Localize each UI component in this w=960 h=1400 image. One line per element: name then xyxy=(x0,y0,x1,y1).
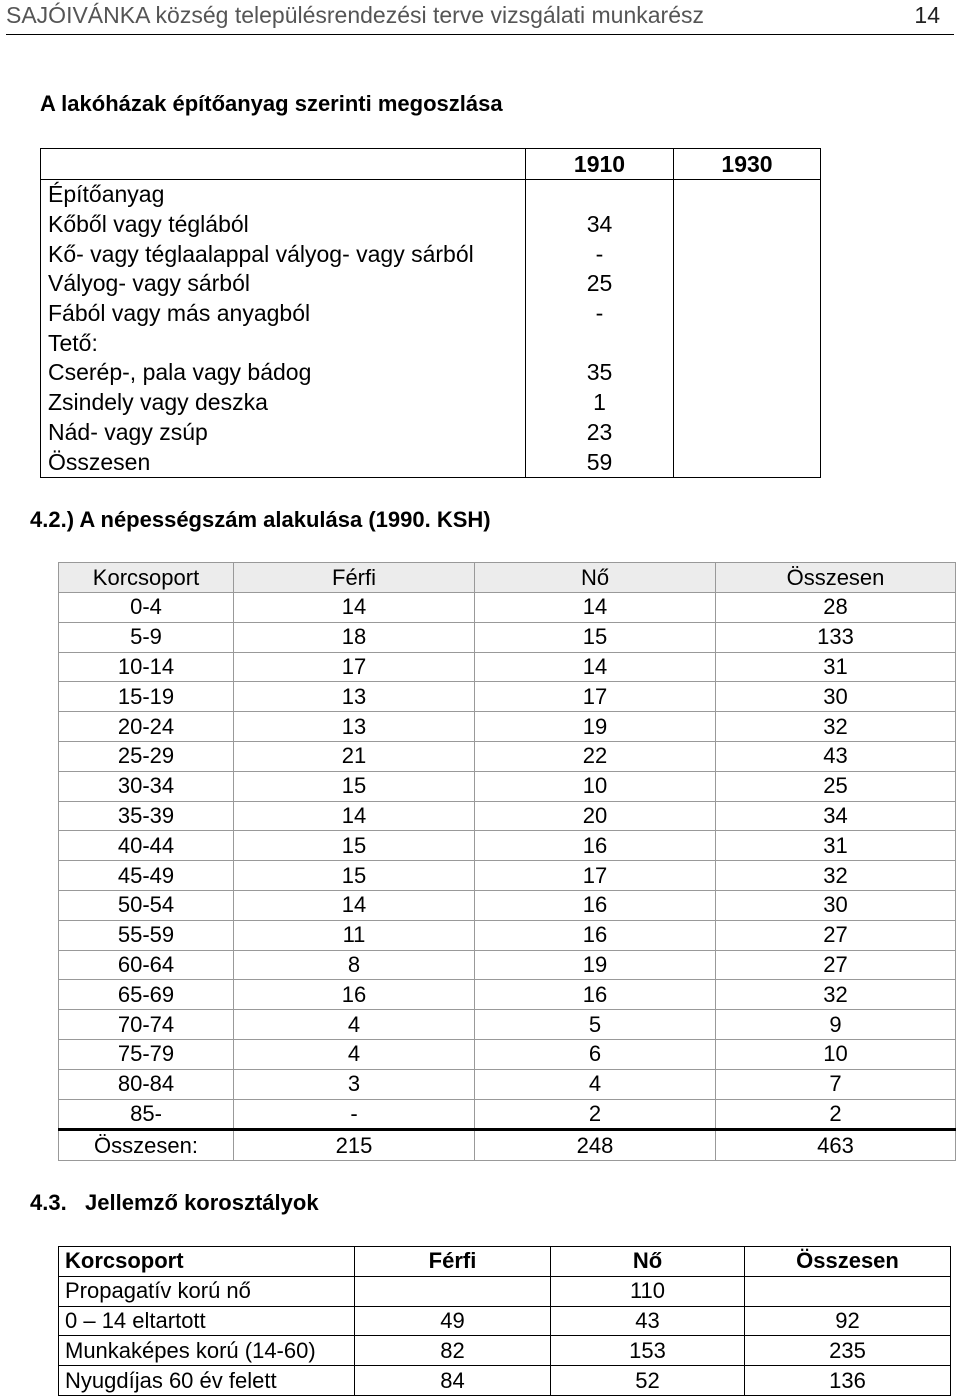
cell-female: 22 xyxy=(475,741,716,771)
cell-male: 18 xyxy=(234,622,475,652)
cell-age: 45-49 xyxy=(59,861,234,891)
cell-female: 20 xyxy=(475,801,716,831)
cell-1910: 34 xyxy=(526,210,674,240)
cell-total: 34 xyxy=(716,801,956,831)
cell-total: 25 xyxy=(716,771,956,801)
age-groups-table xyxy=(58,1246,951,1396)
cell-total: 7 xyxy=(716,1069,956,1099)
cell-male: 84 xyxy=(355,1366,551,1396)
table-row xyxy=(59,622,956,652)
cell-male: 14 xyxy=(234,593,475,623)
cell-female: 19 xyxy=(475,712,716,742)
cell-total: 92 xyxy=(745,1306,951,1336)
cell-male: 13 xyxy=(234,682,475,712)
cell-1910 xyxy=(526,180,674,210)
column-header: Összesen xyxy=(716,563,956,593)
cell-female: 5 xyxy=(475,1010,716,1040)
row-label: Nád- vagy zsúp xyxy=(41,418,526,448)
row-label: Kőből vagy téglából xyxy=(41,210,526,240)
cell-1930 xyxy=(674,447,821,477)
row-label: Építőanyag xyxy=(41,180,526,210)
table-row xyxy=(59,771,956,801)
population-table xyxy=(58,562,956,1161)
cell-male: 3 xyxy=(234,1069,475,1099)
cell-male: 14 xyxy=(234,801,475,831)
document-title: SAJÓIVÁNKA község településrendezési terve vizsgálati munkarész xyxy=(6,2,704,28)
cell-male: 82 xyxy=(355,1336,551,1366)
cell-female: 110 xyxy=(551,1276,745,1306)
cell-male: 17 xyxy=(234,652,475,682)
table-row xyxy=(59,712,956,742)
cell-1930 xyxy=(674,418,821,448)
table-row xyxy=(59,920,956,950)
cell-age: 10-14 xyxy=(59,652,234,682)
cell-male: 11 xyxy=(234,920,475,950)
table-row xyxy=(59,831,956,861)
cell-age: 70-74 xyxy=(59,1010,234,1040)
cell-male: 49 xyxy=(355,1306,551,1336)
page-number: 14 xyxy=(914,2,940,28)
cell-age: 15-19 xyxy=(59,682,234,712)
row-label: Kő- vagy téglaalappal vályog- vagy sárból xyxy=(41,239,526,269)
cell-1910: - xyxy=(526,299,674,329)
cell-total: 27 xyxy=(716,920,956,950)
cell-female: 16 xyxy=(475,980,716,1010)
cell-total: 28 xyxy=(716,593,956,623)
table-row xyxy=(59,1010,956,1040)
cell-age: 25-29 xyxy=(59,741,234,771)
table-row xyxy=(59,980,956,1010)
cell-group: Nyugdíjas 60 év felett xyxy=(59,1366,355,1396)
table-row xyxy=(41,328,821,358)
cell-female: 14 xyxy=(475,652,716,682)
cell-total: 27 xyxy=(716,950,956,980)
cell-1910: 25 xyxy=(526,269,674,299)
cell-total: 9 xyxy=(716,1010,956,1040)
cell-female: 16 xyxy=(475,890,716,920)
cell-total: 32 xyxy=(716,712,956,742)
table-row xyxy=(59,652,956,682)
cell-male: 8 xyxy=(234,950,475,980)
cell-1910 xyxy=(526,328,674,358)
table-row xyxy=(59,1276,951,1306)
cell-female: 17 xyxy=(475,861,716,891)
section-heading-population: 4.2.) A népességszám alakulása (1990. KSH) xyxy=(30,507,491,532)
cell-male: 215 xyxy=(234,1130,475,1161)
cell-1910: 35 xyxy=(526,358,674,388)
table-row xyxy=(41,210,821,240)
column-header: Férfi xyxy=(234,563,475,593)
cell-age: 60-64 xyxy=(59,950,234,980)
cell-1910: 59 xyxy=(526,447,674,477)
cell-total: 32 xyxy=(716,980,956,1010)
cell-1910: 1 xyxy=(526,388,674,418)
cell-male: - xyxy=(234,1099,475,1130)
cell-male: 4 xyxy=(234,1039,475,1069)
cell-female: 52 xyxy=(551,1366,745,1396)
row-label: Fából vagy más anyagból xyxy=(41,299,526,329)
section-heading-age-groups: 4.3. Jellemző korosztályok xyxy=(30,1190,319,1215)
column-header: Nő xyxy=(475,563,716,593)
cell-1930 xyxy=(674,239,821,269)
cell-female: 17 xyxy=(475,682,716,712)
table-row xyxy=(41,447,821,477)
cell-female: 153 xyxy=(551,1336,745,1366)
cell-female: 10 xyxy=(475,771,716,801)
cell-total: 30 xyxy=(716,682,956,712)
cell-male: 15 xyxy=(234,771,475,801)
column-header: 1930 xyxy=(674,149,821,180)
cell-age: 85- xyxy=(59,1099,234,1130)
cell-age: 30-34 xyxy=(59,771,234,801)
cell-age: 5-9 xyxy=(59,622,234,652)
table-row xyxy=(59,1306,951,1336)
table-row xyxy=(59,950,956,980)
cell-age: 55-59 xyxy=(59,920,234,950)
cell-group: 0 – 14 eltartott xyxy=(59,1306,355,1336)
cell-group: Munkaképes korú (14-60) xyxy=(59,1336,355,1366)
cell-total: 32 xyxy=(716,861,956,891)
cell-age: 20-24 xyxy=(59,712,234,742)
page-header xyxy=(6,0,954,35)
cell-1930 xyxy=(674,269,821,299)
cell-1930 xyxy=(674,328,821,358)
total-row xyxy=(59,1130,956,1161)
table-row xyxy=(59,890,956,920)
cell-female: 248 xyxy=(475,1130,716,1161)
table-row xyxy=(59,861,956,891)
column-header: Férfi xyxy=(355,1247,551,1277)
cell-1910: 23 xyxy=(526,418,674,448)
cell-total: 133 xyxy=(716,622,956,652)
cell-total: 136 xyxy=(745,1366,951,1396)
cell-total: 235 xyxy=(745,1336,951,1366)
cell-female: 14 xyxy=(475,593,716,623)
cell-male: 4 xyxy=(234,1010,475,1040)
row-label: Tető: xyxy=(41,328,526,358)
cell-female: 15 xyxy=(475,622,716,652)
column-header: 1910 xyxy=(526,149,674,180)
cell-1930 xyxy=(674,299,821,329)
table-row xyxy=(59,1099,956,1130)
cell-female: 19 xyxy=(475,950,716,980)
row-label: Cserép-, pala vagy bádog xyxy=(41,358,526,388)
cell-1930 xyxy=(674,180,821,210)
cell-age: 65-69 xyxy=(59,980,234,1010)
cell-male: 14 xyxy=(234,890,475,920)
table-row xyxy=(59,741,956,771)
cell-male: 13 xyxy=(234,712,475,742)
table-row xyxy=(41,269,821,299)
building-materials-table xyxy=(40,148,821,478)
cell-1930 xyxy=(674,388,821,418)
cell-male xyxy=(355,1276,551,1306)
table-header-row xyxy=(59,1247,951,1277)
cell-total: 10 xyxy=(716,1039,956,1069)
column-header: Korcsoport xyxy=(59,1247,355,1277)
table-row xyxy=(59,801,956,831)
cell-total: 30 xyxy=(716,890,956,920)
cell-female: 16 xyxy=(475,920,716,950)
cell-total: 31 xyxy=(716,831,956,861)
cell-male: 21 xyxy=(234,741,475,771)
cell-1910: - xyxy=(526,239,674,269)
table-row xyxy=(59,1069,956,1099)
cell-age: 80-84 xyxy=(59,1069,234,1099)
table-row xyxy=(41,299,821,329)
column-header xyxy=(41,149,526,180)
cell-age: 35-39 xyxy=(59,801,234,831)
cell-total xyxy=(745,1276,951,1306)
cell-total: 31 xyxy=(716,652,956,682)
cell-male: 15 xyxy=(234,831,475,861)
row-label: Zsindely vagy deszka xyxy=(41,388,526,418)
cell-age: Összesen: xyxy=(59,1130,234,1161)
cell-female: 6 xyxy=(475,1039,716,1069)
cell-female: 2 xyxy=(475,1099,716,1130)
cell-total: 43 xyxy=(716,741,956,771)
cell-female: 16 xyxy=(475,831,716,861)
table-row xyxy=(59,593,956,623)
row-label: Vályog- vagy sárból xyxy=(41,269,526,299)
cell-female: 4 xyxy=(475,1069,716,1099)
table-row xyxy=(59,1366,951,1396)
column-header: Nő xyxy=(551,1247,745,1277)
cell-1930 xyxy=(674,210,821,240)
table-row xyxy=(41,239,821,269)
table-row xyxy=(41,358,821,388)
cell-male: 15 xyxy=(234,861,475,891)
table-row xyxy=(59,1039,956,1069)
cell-age: 40-44 xyxy=(59,831,234,861)
table-row xyxy=(59,1336,951,1366)
column-header: Összesen xyxy=(745,1247,951,1277)
cell-total: 2 xyxy=(716,1099,956,1130)
cell-female: 43 xyxy=(551,1306,745,1336)
section-heading-building-materials: A lakóházak építőanyag szerinti megoszlása xyxy=(40,91,503,116)
table-row xyxy=(41,180,821,210)
cell-total: 463 xyxy=(716,1130,956,1161)
row-label: Összesen xyxy=(41,447,526,477)
table-row xyxy=(59,682,956,712)
table-header-row xyxy=(41,149,821,180)
table-header-row xyxy=(59,563,956,593)
cell-male: 16 xyxy=(234,980,475,1010)
cell-group: Propagatív korú nő xyxy=(59,1276,355,1306)
cell-age: 0-4 xyxy=(59,593,234,623)
column-header: Korcsoport xyxy=(59,563,234,593)
cell-age: 50-54 xyxy=(59,890,234,920)
table-row xyxy=(41,388,821,418)
table-row xyxy=(41,418,821,448)
cell-age: 75-79 xyxy=(59,1039,234,1069)
cell-1930 xyxy=(674,358,821,388)
